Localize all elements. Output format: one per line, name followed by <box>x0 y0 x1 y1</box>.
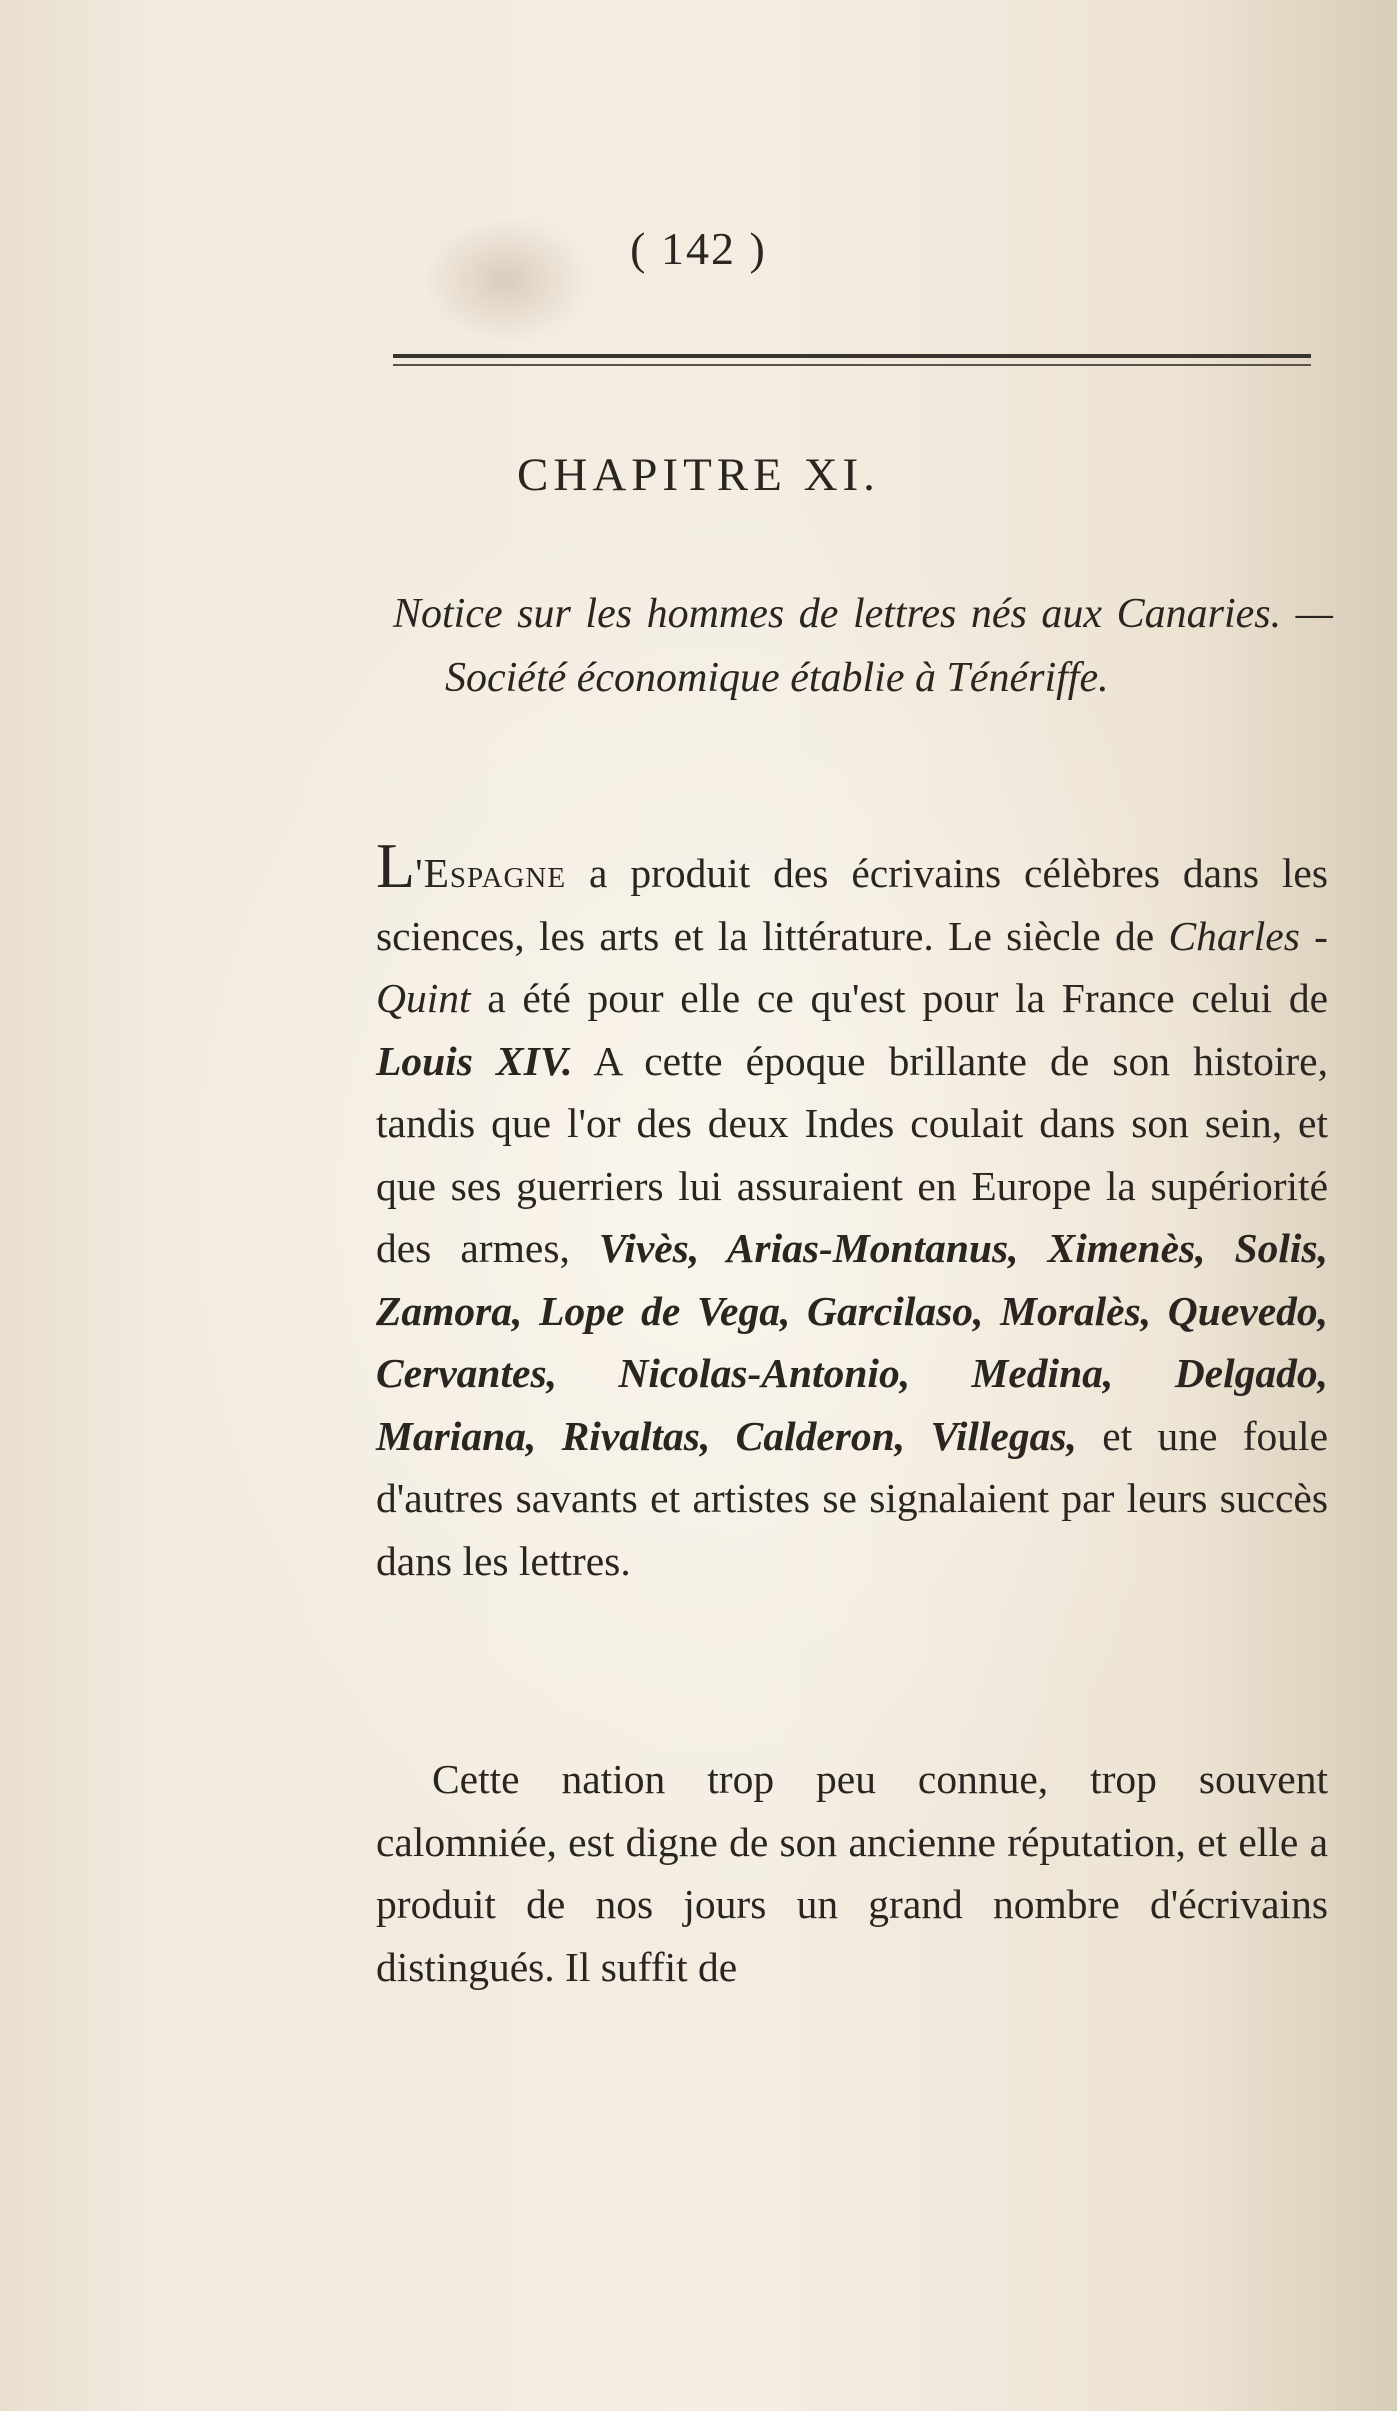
text-segment-a: a produit des écrivains célèbres dans les sciences, les arts et la littérature. Le siècle de <box>376 850 1328 959</box>
name-charles-quint: Charles - Quint <box>376 912 1328 1021</box>
paragraph-2: Cette nation trop peu connue, trop souvent calomniée, est digne de son ancienne réputation, et elle a produit de nos jours un grand nombre d'écrivains distingués. Il suffit de <box>376 1756 1328 1990</box>
paragraph-1 <box>376 830 1328 1592</box>
chapter-summary: Notice sur les hommes de lettres nés aux Canaries. — Société économique établie à Ténériffe. <box>393 591 1333 701</box>
name-louis-xiv: Louis XIV. <box>376 1037 573 1084</box>
text-segment-d: et une foule d'autres savants et artistes se signalaient par leurs succès dans les lettres. <box>376 1412 1328 1584</box>
opening-word: 'Espagne <box>415 850 567 896</box>
text-segment-b: a été pour elle ce qu'est pour la France celui de <box>470 975 1328 1021</box>
writer-names-list: Vivès, Arias-Montanus, Ximenès, Solis, Zamora, Lope de Vega, Garcilaso, Moralès, Quevedo, Cervantes, Nicolas-Antonio, Medina, Delgado, Mariana, Rivaltas, Calderon, Villegas, <box>376 1225 1328 1459</box>
header-rule-thin <box>393 364 1311 366</box>
chapter-title: CHAPITRE XI. <box>517 449 880 501</box>
text-segment-c: A cette époque brillante de son histoire, tandis que l'or des deux Indes coulait dans son sein, et que ses guerriers lui assuraient en Europe la supériorité des armes, <box>376 1037 1328 1271</box>
header-rule-thick <box>393 354 1311 358</box>
drop-cap: L <box>376 830 416 901</box>
page-number: ( 142 ) <box>630 223 767 274</box>
